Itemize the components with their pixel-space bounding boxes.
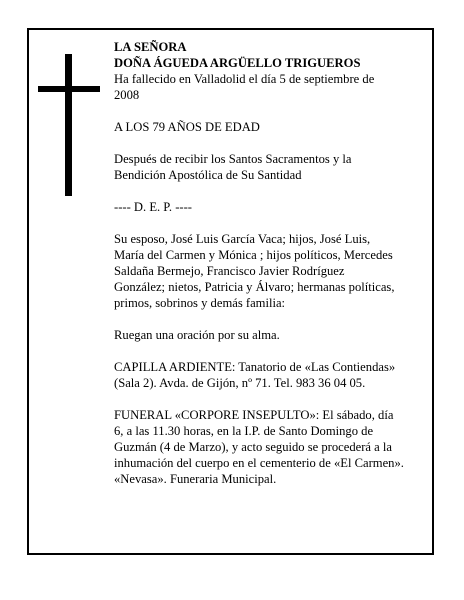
- family-line-2: María del Carmen y Mónica ; hijos políticos, Mercedes: [114, 248, 393, 262]
- prayer-paragraph: [114, 327, 432, 343]
- family-line-1: Su esposo, José Luis García Vaca; hijos, José Luis,: [114, 232, 371, 246]
- prayer-line: Ruegan una oración por su alma.: [114, 328, 280, 342]
- chapel-paragraph: [114, 359, 432, 391]
- family-line-5: primos, sobrinos y demás familia:: [114, 296, 286, 310]
- age-paragraph: [114, 119, 432, 135]
- sacraments-line-2: Bendición Apostólica de Su Santidad: [114, 168, 302, 182]
- family-line-3: Saldaña Bermejo, Francisco Javier Rodríguez: [114, 264, 345, 278]
- latin-cross-icon: [38, 54, 100, 196]
- funeral-line-5: «Nevasa». Funeraria Municipal.: [114, 472, 277, 486]
- family-line-4: González; nietos, Patricia y Álvaro; hermanas políticas,: [114, 280, 395, 294]
- death-line-1: Ha fallecido en Valladolid el día 5 de septiembre de: [114, 72, 375, 86]
- sacraments-line-1: Después de recibir los Santos Sacramentos y la: [114, 152, 352, 166]
- deceased-name: DOÑA ÁGUEDA ARGÜELLO TRIGUEROS: [114, 56, 361, 70]
- funeral-line-1: FUNERAL «CORPORE INSEPULTO»: El sábado, día: [114, 408, 394, 422]
- heading-block: [114, 39, 432, 103]
- title-line: LA SEÑORA: [114, 40, 187, 54]
- funeral-line-2: 6, a las 11.30 horas, en la I.P. de Santo Domingo de: [114, 424, 374, 438]
- family-paragraph: [114, 231, 432, 311]
- rip-line: ---- D. E. P. ----: [114, 200, 192, 214]
- funeral-paragraph: [114, 407, 432, 487]
- notice-text: [114, 39, 432, 503]
- rip-paragraph: [114, 199, 432, 215]
- age-line: A LOS 79 AÑOS DE EDAD: [114, 120, 260, 134]
- sacraments-paragraph: [114, 151, 432, 183]
- chapel-line-1: CAPILLA ARDIENTE: Tanatorio de «Las Contiendas»: [114, 360, 396, 374]
- funeral-line-3: Guzmán (4 de Marzo), y acto seguido se procederá a la: [114, 440, 392, 454]
- chapel-line-2: (Sala 2). Avda. de Gijón, nº 71. Tel. 983 36 04 05.: [114, 376, 366, 390]
- cross-vertical-bar: [65, 54, 72, 196]
- funeral-line-4: inhumación del cuerpo en el cementerio de «El Carmen».: [114, 456, 404, 470]
- cross-horizontal-bar: [38, 86, 100, 92]
- death-line-2: 2008: [114, 88, 140, 102]
